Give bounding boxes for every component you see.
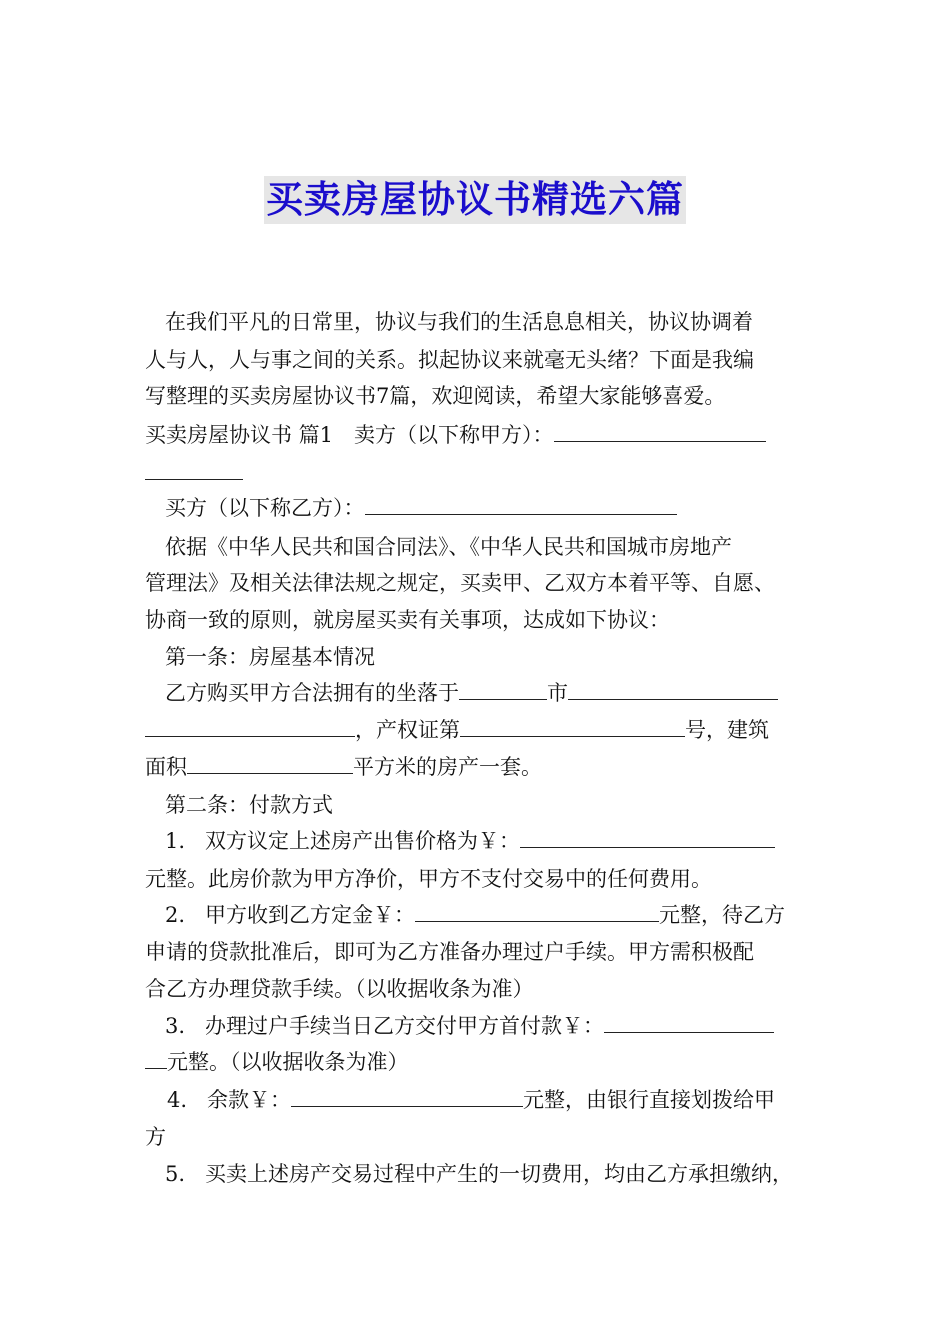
article-1-line-2: [145, 715, 769, 745]
seller-label: 买卖房屋协议书 篇1 卖方（以下称甲方）：: [145, 423, 554, 447]
buyer-blank: [365, 494, 677, 515]
art1-text-e: 面积: [145, 755, 187, 779]
city-blank: [459, 679, 547, 700]
art1-text-f: 平方米的房产一套。: [353, 755, 542, 779]
balance-blank: [291, 1086, 523, 1107]
basis-line-3: 协商一致的原则，就房屋买卖有关事项，达成如下协议：: [145, 608, 670, 632]
article-1-line-1: [165, 678, 778, 708]
item-3-text: 办理过户手续当日乙方交付甲方首付款￥：: [205, 1014, 604, 1038]
article-1-heading: 第一条：房屋基本情况: [165, 645, 375, 669]
address-blank-cont: [145, 716, 355, 737]
art1-text-b: 市: [547, 681, 568, 705]
item-4-text-b: 元整，由银行直接划拨给甲: [523, 1088, 775, 1112]
seller-line: [145, 420, 766, 450]
item-2-number: 2.: [165, 903, 186, 927]
item-3-line-2: [145, 1047, 409, 1077]
seller-blank-cont: [145, 459, 243, 480]
buyer-label: 买方（以下称乙方）：: [165, 496, 365, 520]
art1-text-a: 乙方购买甲方合法拥有的坐落于: [165, 681, 459, 705]
intro-line-1: 在我们平凡的日常里，协议与我们的生活息息相关，协议协调着: [165, 310, 753, 334]
item-2-line-2: 申请的贷款批准后，即可为乙方准备办理过户手续。甲方需积极配: [145, 940, 754, 964]
item-3-line-1: [165, 1011, 774, 1041]
seller-blank: [554, 421, 766, 442]
item-1-number: 1.: [165, 829, 186, 853]
item-4-number: 4.: [167, 1088, 188, 1112]
down-payment-blank: [604, 1012, 774, 1033]
item-5-line-1: [165, 1159, 793, 1189]
buyer-line: [165, 493, 677, 523]
item-2-line-3: 合乙方办理贷款手续。（以收据收条为准）: [145, 977, 534, 1001]
item-5-text: 买卖上述房产交易过程中产生的一切费用，均由乙方承担缴纳，: [205, 1162, 793, 1186]
document-title: 买卖房屋协议书精选六篇: [264, 176, 686, 224]
item-3-number: 3.: [165, 1014, 186, 1038]
down-payment-blank-cont: [145, 1048, 167, 1069]
address-blank: [568, 679, 778, 700]
item-4-line-2: 方: [145, 1125, 166, 1149]
item-1-text: 双方议定上述房产出售价格为￥：: [205, 829, 520, 853]
art1-text-d: 号，建筑: [685, 718, 769, 742]
item-3-text-b: 元整。（以收据收条为准）: [167, 1050, 409, 1074]
item-4-text-a: 余款￥：: [207, 1088, 291, 1112]
basis-line-2: 管理法》及相关法律法规之规定，买卖甲、乙双方本着平等、自愿、: [145, 571, 775, 595]
article-2-heading: 第二条：付款方式: [165, 793, 333, 817]
item-5-number: 5.: [165, 1162, 186, 1186]
item-2-line-1: [165, 900, 785, 930]
intro-line-2: 人与人，人与事之间的关系。拟起协议来就毫无头绪？下面是我编: [145, 348, 754, 372]
intro-line-3: 写整理的买卖房屋协议书7篇，欢迎阅读，希望大家能够喜爱。: [145, 384, 726, 408]
price-blank: [520, 827, 775, 848]
certificate-blank: [460, 716, 685, 737]
item-1-line-1: [165, 826, 775, 856]
area-blank: [187, 753, 353, 774]
article-1-line-3: [145, 752, 542, 782]
deposit-blank: [415, 901, 659, 922]
document-title-wrap: [0, 176, 950, 224]
item-1-line-2: 元整。此房价款为甲方净价，甲方不支付交易中的任何费用。: [145, 867, 712, 891]
seller-line-cont: [145, 458, 243, 488]
item-4-line-1: [167, 1085, 775, 1115]
basis-line-1: 依据《中华人民共和国合同法》、《中华人民共和国城市房地产: [165, 535, 732, 559]
item-2-text-a: 甲方收到乙方定金￥：: [205, 903, 415, 927]
art1-text-c: ，产权证第: [355, 718, 460, 742]
item-2-text-b: 元整，待乙方: [659, 903, 785, 927]
